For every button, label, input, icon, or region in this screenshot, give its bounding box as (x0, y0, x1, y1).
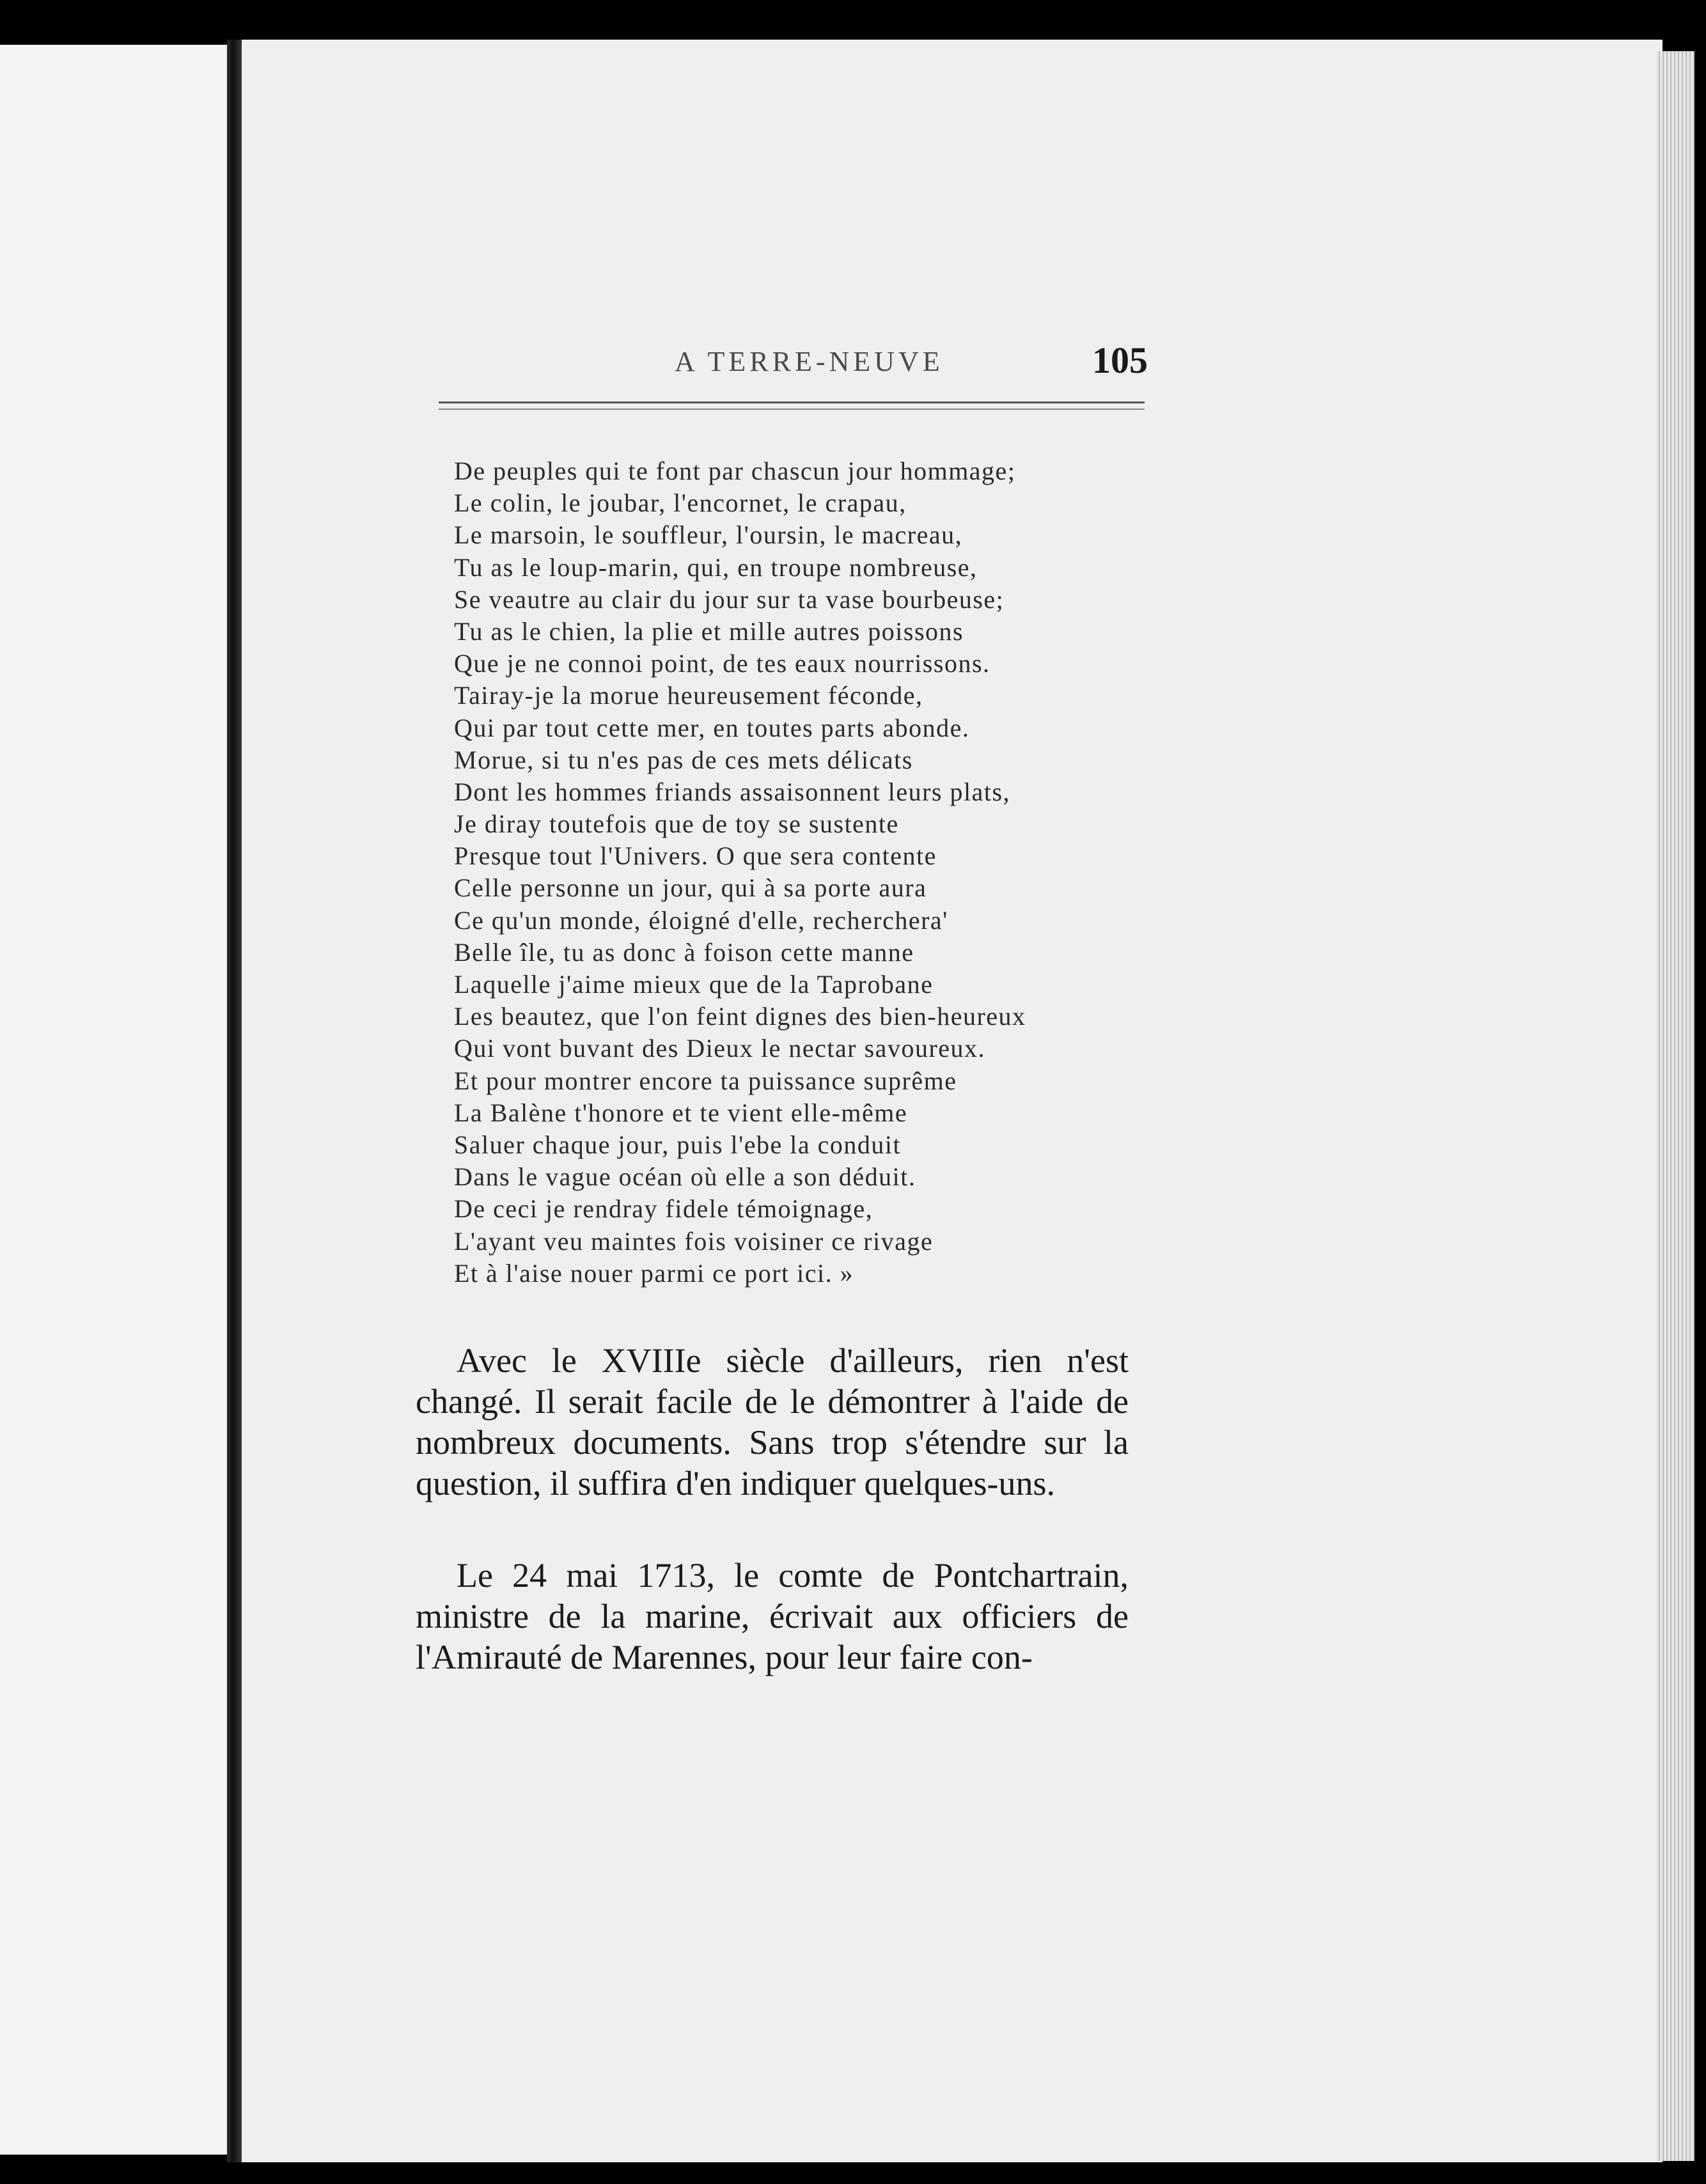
verse-line: Qui vont buvant des Dieux le nectar savoureux. (454, 1034, 986, 1063)
verse-line: Dans le vague océan où elle a son déduit. (454, 1162, 916, 1192)
verse-line: Saluer chaque jour, puis l'ebe la conduit (454, 1130, 902, 1159)
verse-line: Et pour montrer encore ta puissance suprême (454, 1066, 957, 1095)
scan-border (0, 0, 1706, 40)
verse-block (454, 455, 1170, 1290)
verse-line: Je diray toutefois que de toy se sustente (454, 809, 899, 839)
verse-line: Tairay-je la morue heureusement féconde, (454, 681, 923, 710)
verse-line: Tu as le chien, la plie et mille autres poissons (454, 616, 964, 646)
verse-line: Qui par tout cette mer, en toutes parts abonde. (454, 713, 970, 742)
verse-line: Ce qu'un monde, éloigné d'elle, recherchera' (454, 905, 948, 935)
book-gutter (227, 40, 242, 2162)
header-rule (439, 402, 1145, 410)
verse-line: Celle personne un jour, qui à sa porte aura (454, 873, 927, 903)
verse-line: Tu as le loup-marin, qui, en troupe nombreuse, (454, 552, 978, 582)
page-edges (1656, 51, 1694, 2161)
paragraph-text: Avec le XVIIIe siècle d'ailleurs, rien n'est changé. Il serait facile de le démontrer à l'aide de nombreux documents. Sans trop s'étendre sur la question, il suffira d'en indiquer quelques-uns. (416, 1341, 1129, 1502)
paragraph-text: Le 24 mai 1713, le comte de Pontchartrain, ministre de la marine, écrivait aux officiers de l'Amirauté de Marennes, pour leur faire con- (416, 1556, 1129, 1676)
verse-line: Le marsoin, le souffleur, l'oursin, le macreau, (454, 520, 963, 550)
verse-line: Laquelle j'aime mieux que de la Taprobane (454, 970, 934, 999)
verse-line: Se veautre au clair du jour sur ta vase bourbeuse; (454, 584, 1005, 614)
page-number: 105 (1092, 339, 1148, 381)
verse-line: Et à l'aise nouer parmi ce port ici. » (454, 1258, 854, 1288)
verse-line: De ceci je rendray fidele témoignage, (454, 1194, 873, 1224)
body-paragraph (416, 1340, 1129, 1504)
verse-line: Belle île, tu as donc à foison cette manne (454, 937, 914, 967)
running-title: A TERRE-NEUVE (675, 346, 944, 377)
verse-line: L'ayant veu maintes fois voisiner ce rivage (454, 1226, 934, 1256)
verse-line: De peuples qui te font par chascun jour hommage; (454, 456, 1016, 485)
verse-line: Presque tout l'Univers. O que sera contente (454, 841, 937, 871)
verse-line: Le colin, le joubar, l'encornet, le crapau, (454, 488, 907, 518)
verse-line: Morue, si tu n'es pas de ces mets délicats (454, 745, 913, 774)
verse-line: Que je ne connoi point, de tes eaux nourrissons. (454, 649, 990, 678)
verse-line: Les beautez, que l'on feint dignes des bien-heureux (454, 1002, 1026, 1031)
left-page-edge (0, 45, 229, 2155)
verse-line: Dont les hommes friands assaisonnent leurs plats, (454, 777, 1011, 806)
verse-line: La Balène t'honore et te vient elle-même (454, 1098, 908, 1127)
body-paragraph (416, 1555, 1129, 1678)
